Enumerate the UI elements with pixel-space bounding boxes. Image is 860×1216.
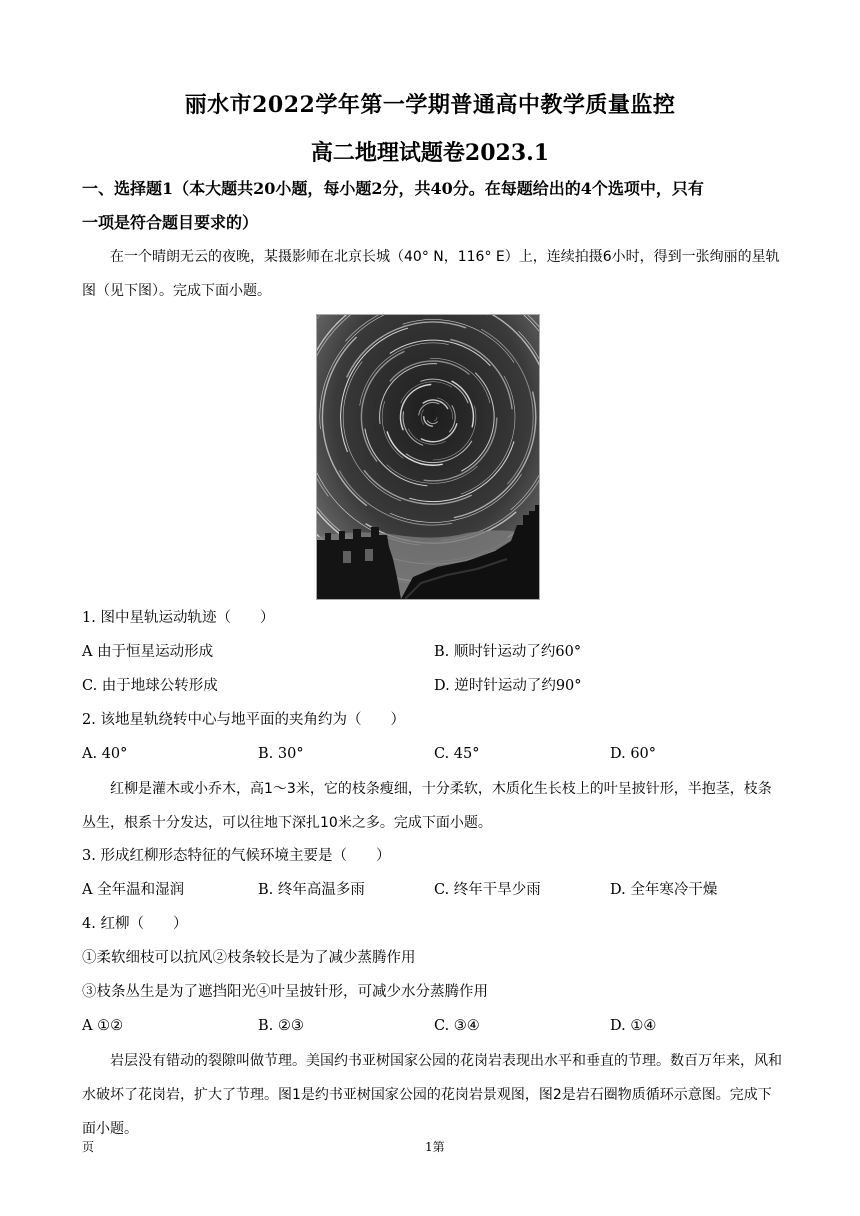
passage-star-trail: 在一个晴朗无云的夜晚，某摄影师在北京长城（40° N，116° E）上，连续拍摄6小时，得到一张绚丽的星轨图（见下图）。完成下面小题。 [82, 249, 780, 299]
question-3-option-a: A 全年温和湿润 [82, 882, 185, 898]
question-4-option-b: B. ②③ [258, 1018, 304, 1034]
question-1-stem: 1. 图中星轨运动轨迹（ ） [82, 610, 275, 626]
exam-title: 丽水市2022学年第一学期普通高中教学质量监控 [184, 92, 676, 118]
question-4-option-d: D. ①④ [610, 1018, 657, 1034]
question-4-stem: 4. 红柳（ ） [82, 916, 188, 932]
question-3-option-d: D. 全年寒冷干燥 [610, 882, 718, 898]
star-trail-photo [316, 314, 540, 600]
question-2-option-c: C. 45° [434, 746, 480, 762]
section-heading [82, 172, 782, 240]
question-2-option-a: A. 40° [82, 746, 128, 762]
section-heading-line1: 一、选择题1（本大题共20小题，每小题2分，共40分。在每题给出的4个选项中，只有 [82, 179, 704, 198]
question-3-option-c: C. 终年干旱少雨 [434, 882, 541, 898]
passage-granite-joints: 岩层没有错动的裂隙叫做节理。美国约书亚树国家公园的花岗岩表现出水平和垂直的节理。数百万年来，风和水破坏了花岗岩，扩大了节理。图1是约书亚树国家公园的花岗岩景观图，图2是岩石圈物质循环示意图。完成下面小题。 [82, 1053, 782, 1137]
question-4-option-a: A ①② [82, 1018, 124, 1034]
question-4-statements-1: ①柔软细枝可以抗风②枝条较长是为了减少蒸腾作用 [82, 950, 416, 966]
question-2-stem: 2. 该地星轨绕转中心与地平面的夹角约为（ ） [82, 712, 405, 728]
question-4-statements-2: ③枝条丛生是为了遮挡阳光④叶呈披针形，可减少水分蒸腾作用 [82, 984, 488, 1000]
question-2-option-d: D. 60° [610, 746, 657, 762]
question-1-option-b: B. 顺时针运动了约60° [434, 644, 582, 660]
question-4-option-c: C. ③④ [434, 1018, 480, 1034]
passage-red-willow: 红柳是灌木或小乔木，高1～3米，它的枝条瘦细，十分柔软，木质化生长枝上的叶呈披针形，半抱茎，枝条丛生，根系十分发达，可以往地下深扎10米之多。完成下面小题。 [82, 781, 772, 831]
question-1-option-c: C. 由于地球公转形成 [82, 678, 218, 694]
section-heading-line2: 一项是符合题目要求的） [82, 213, 259, 232]
question-1-option-d: D. 逆时针运动了约90° [434, 678, 582, 694]
question-3-option-b: B. 终年高温多雨 [258, 882, 365, 898]
star-trail-image [317, 315, 539, 599]
footer-page-number: 1第 [425, 1140, 445, 1154]
question-1-option-a: A 由于恒星运动形成 [82, 644, 214, 660]
exam-subtitle: 高二地理试题卷2023.1 [310, 140, 550, 166]
question-2-option-b: B. 30° [258, 746, 304, 762]
question-3-stem: 3. 形成红柳形态特征的气候环境主要是（ ） [82, 848, 391, 864]
footer-page-label: 页 [82, 1140, 95, 1154]
